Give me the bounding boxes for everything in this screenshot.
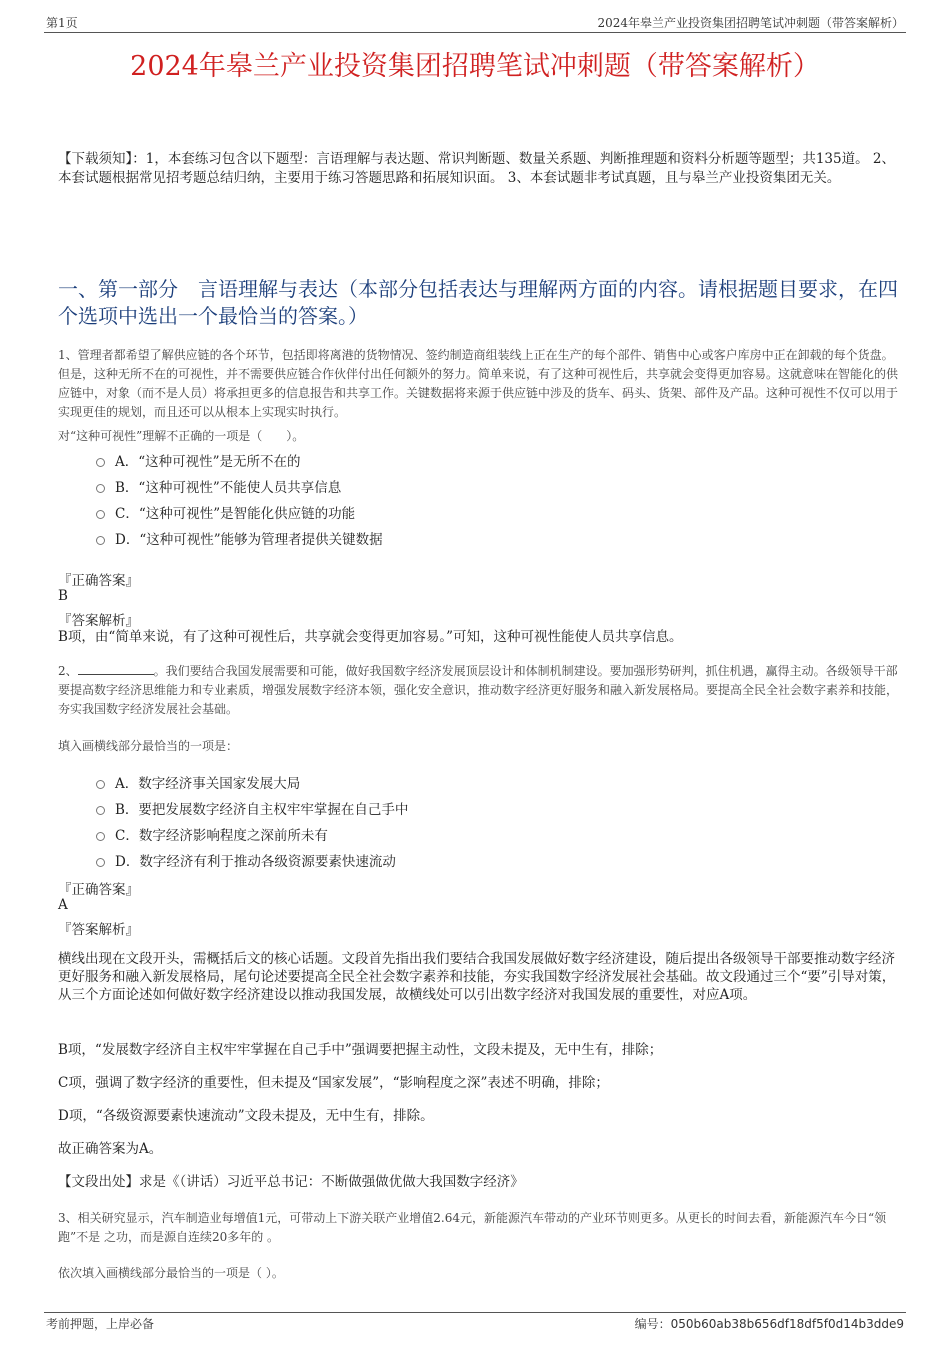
- question-3-stem: 3、相关研究显示，汽车制造业每增值1元，可带动上下游关联产业增值2.64元，新能源汽车带动的产业环节则更多。从更长的时间去看，新能源汽车今日“领跑”不是 之功，而是源自连续20多年的 。: [58, 1211, 887, 1244]
- question-2-text: 。我们要结合我国发展需要和可能，做好我国数字经济发展顶层设计和体制机制建设。要加强形势研判，抓住机遇，赢得主动。各级领导干部要提高数字经济思维能力和专业素质，增强发展数字经济本领，强化安全意识，推动数字经济更好服务和融入新发展格局。要提高全民全社会数字素养和技能，夯实我国数字经济发展社会基础。: [58, 664, 899, 716]
- page-number: 第1页: [46, 16, 78, 30]
- header-divider: [44, 32, 906, 33]
- radio-icon[interactable]: [96, 536, 105, 545]
- radio-icon[interactable]: [96, 458, 105, 467]
- footer-slogan: 考前押题，上岸必备: [46, 1317, 155, 1331]
- document-id: [635, 1315, 904, 1332]
- option-label: A．“这种可视性”是无所不在的: [115, 454, 301, 470]
- question-1-option-b[interactable]: [96, 476, 341, 496]
- question-1-answer: B: [58, 588, 68, 604]
- question-1-option-a[interactable]: [96, 450, 301, 470]
- document-id-code: 050b60ab38b656df18df5f0d14b3dde9: [670, 1317, 904, 1331]
- document-title: 2024年皋兰产业投资集团招聘笔试冲刺题（带答案解析）: [130, 51, 820, 82]
- question-2-option-b[interactable]: [96, 798, 408, 818]
- option-label: B．“这种可视性”不能使人员共享信息: [115, 480, 342, 496]
- answer-blank: [78, 663, 154, 675]
- question-2-source: 【文段出处】求是《（讲话）习近平总书记：不断做强做优做大我国数字经济》: [58, 1174, 524, 1190]
- option-label: D．“这种可视性”能够为管理者提供关键数据: [115, 532, 383, 548]
- radio-icon[interactable]: [96, 858, 105, 867]
- question-2-answer-label: 『正确答案』: [58, 882, 139, 898]
- question-2-analysis-option-b: B项，“发展数字经济自主权牢牢掌握在自己手中”强调要把握主动性，文段未提及，无中生有，排除；: [58, 1042, 663, 1058]
- question-2-option-d[interactable]: [96, 850, 396, 870]
- footer-divider: [44, 1312, 906, 1313]
- section-heading: 一、第一部分 言语理解与表达（本部分包括表达与理解两方面的内容。请根据题目要求，在四个选项中选出一个最恰当的答案。）: [58, 277, 898, 328]
- option-label: B．要把发展数字经济自主权牢牢掌握在自己手中: [115, 802, 409, 818]
- radio-icon[interactable]: [96, 806, 105, 815]
- question-1-option-c[interactable]: [96, 502, 355, 522]
- question-2-analysis-label: 『答案解析』: [58, 922, 139, 938]
- radio-icon[interactable]: [96, 484, 105, 493]
- running-header-title: 2024年皋兰产业投资集团招聘笔试冲刺题（带答案解析）: [597, 16, 904, 30]
- question-2-option-a[interactable]: [96, 772, 300, 792]
- question-1-analysis-label: 『答案解析』: [58, 613, 139, 629]
- question-2-conclusion: 故正确答案为A。: [58, 1141, 163, 1157]
- question-2-option-c[interactable]: [96, 824, 328, 844]
- question-2-analysis-option-d: D项，“各级资源要素快速流动”文段未提及，无中生有，排除。: [58, 1108, 434, 1124]
- question-2-number: 2、: [58, 664, 78, 678]
- download-notice: 【下载须知】：1，本套练习包含以下题型：言语理解与表达题、常识判断题、数量关系题、判断推理题和资料分析题等题型；共135道。 2、本套试题根据常见招考题总结归纳，主要用于练习答题思路和拓展知识面。 3、本套试题非考试真题，且与皋兰产业投资集团无关。: [58, 151, 895, 186]
- question-1-option-d[interactable]: [96, 528, 383, 548]
- option-label: D．数字经济有利于推动各级资源要素快速流动: [115, 854, 396, 870]
- question-2-analysis-paragraph: 横线出现在文段开头，需概括后文的核心话题。文段首先指出我们要结合我国发展做好数字经济建设，随后提出各级领导干部要推动数字经济更好服务和融入新发展格局，尾句论述要提高全民全社会数字素养和技能，夯实我国数字经济发展社会基础。故文段通过三个“要”引导对策，从三个方面论述如何做好数字经济建设以推动我国发展，故横线处可以引出数字经济对我国发展的重要性，对应A项。: [58, 951, 896, 1003]
- question-2-analysis-option-c: C项，强调了数字经济的重要性，但未提及“国家发展”，“影响程度之深”表述不明确，排除；: [58, 1075, 609, 1091]
- radio-icon[interactable]: [96, 510, 105, 519]
- option-label: C．数字经济影响程度之深前所未有: [115, 828, 328, 844]
- radio-icon[interactable]: [96, 780, 105, 789]
- question-1-analysis: B项，由“简单来说，有了这种可视性后，共享就会变得更加容易。”可知，这种可视性能使人员共享信息。: [58, 629, 683, 645]
- document-id-label: 编号：: [634, 1317, 671, 1331]
- radio-icon[interactable]: [96, 832, 105, 841]
- question-2-stem: [58, 662, 903, 719]
- question-2-ask: 填入画横线部分最恰当的一项是：: [58, 739, 239, 753]
- question-3-ask: 依次填入画横线部分最恰当的一项是（ ）。: [58, 1266, 284, 1280]
- option-label: C．“这种可视性”是智能化供应链的功能: [115, 506, 356, 522]
- question-1-stem: 1、管理者都希望了解供应链的各个环节，包括即将离港的货物情况、签约制造商组装线上正在生产的每个部件、销售中心或客户库房中正在卸载的每个货盘。但是，这种无所不在的可视性，并不需要供应链合作伙伴付出任何额外的努力。简单来说，有了这种可视性后，共享就会变得更加容易。这就意味在智能化的供应链中，对象（而不是人员）将承担更多的信息报告和共享工作。关键数据将来源于供应链中涉及的货车、码头、货架、部件及产品。这种可视性不仅可以用于实现更佳的规划，而且还可以从根本上实现实时执行。: [58, 348, 899, 419]
- option-label: A．数字经济事关国家发展大局: [115, 776, 301, 792]
- question-1-answer-label: 『正确答案』: [58, 573, 139, 589]
- question-1-ask: 对“这种可视性”理解不正确的一项是（ ）。: [58, 429, 305, 443]
- question-2-answer: A: [58, 897, 68, 913]
